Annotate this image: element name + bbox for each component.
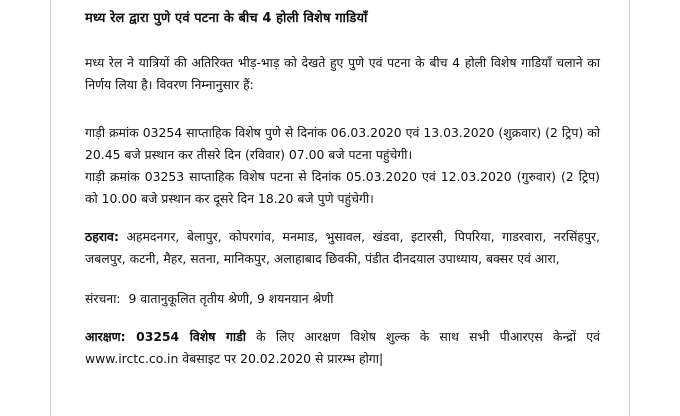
stoppages-paragraph bbox=[85, 226, 600, 270]
composition-label: संरचना: bbox=[85, 291, 121, 306]
train-03253-details: गाड़ी क्रमांक 03253 साप्ताहिक विशेष पटना से दिनांक 05.03.2020 एवं 12.03.2020 (गुरुवार) (2 ट्रिप) को 10.00 बजे प्रस्थान कर दूसरे दिन 18.20 बजे पुणे पहुंचेगी। bbox=[85, 169, 600, 206]
composition-text: 9 वातानुकूलित तृतीय श्रेणी, 9 शयनयान श्रेणी bbox=[128, 291, 334, 306]
document-body bbox=[85, 8, 600, 370]
reservation-label: आरक्षण: 03254 विशेष गाडी bbox=[85, 329, 246, 344]
document-title: मध्य रेल द्वारा पुणे एवं पटना के बीच 4 होली विशेष गाडियाँ bbox=[85, 11, 368, 26]
train-03254-details: गाड़ी क्रमांक 03254 साप्ताहिक विशेष पुणे से दिनांक 06.03.2020 एवं 13.03.2020 (शुक्रवार) (2 ट्रिप) को 20.45 बजे प्रस्थान कर तीसरे दिन (रविवार) 07.00 बजे पटना पहुंचेगी। bbox=[85, 125, 600, 162]
reservation-paragraph bbox=[85, 326, 600, 370]
train-details bbox=[85, 122, 600, 210]
intro-paragraph: मध्य रेल ने यात्रियों की अतिरिक्त भीड़-भाड़ को देखते हुए पुणे एवं पटना के बीच 4 होली विशेष गाडियाँ चलाने का निर्णय लिया है। विवरण निम्नानुसार हैं: bbox=[85, 55, 600, 92]
reservation-text: के लिए आरक्षण विशेष शुल्क के साथ सभी पीआरएस केन्द्रों एवं www.irctc.co.in वेबसाइट पर 20.02.2020 से प्रारम्भ होगा| bbox=[85, 329, 600, 366]
stoppages-list: अहमदनगर, बेलापुर, कोपरगांव, मनमाड, भुसावल, खंडवा, इटारसी, पिपरिया, गाडरवारा, नरसिंहपुर, जबलपुर, कटनी, मैहर, सतना, मानिकपुर, अलाहाबाद छिवकी, पंडीत दीनदयाल उपाध्याय, बक्सर एवं आरा, bbox=[85, 229, 600, 266]
composition-paragraph bbox=[85, 288, 600, 310]
stoppages-label: ठहराव: bbox=[85, 229, 119, 244]
